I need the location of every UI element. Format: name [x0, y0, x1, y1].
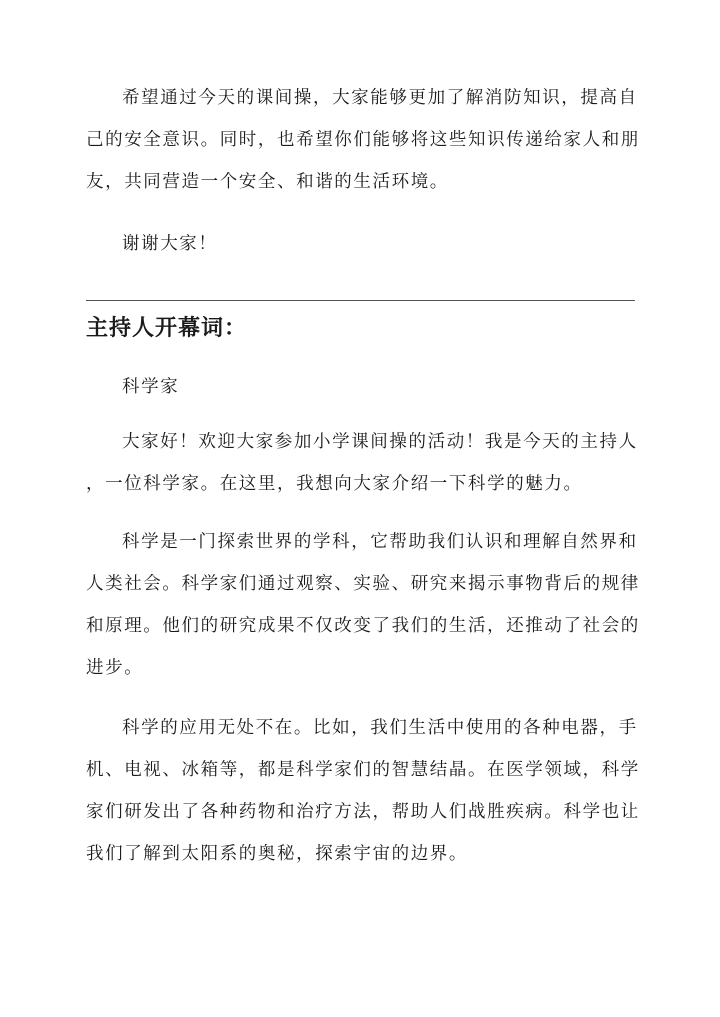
text-line: 我们了解到太阳系的奥秘，探索宇宙的边界。	[86, 844, 468, 864]
section-divider	[86, 300, 635, 301]
text-line: ，一位科学家。在这里，我想向大家介绍一下科学的魅力。	[86, 474, 583, 494]
text-line: 进步。	[86, 658, 144, 678]
welcome-paragraph	[86, 421, 638, 505]
role-text: 科学家	[122, 377, 180, 397]
text-line: 家们研发出了各种药物和治疗方法，帮助人们战胜疾病。科学也让	[86, 802, 640, 822]
science-application-paragraph	[86, 707, 640, 875]
text-line: 己的安全意识。同时，也希望你们能够将这些知识传递给家人和朋	[86, 130, 640, 150]
science-definition-paragraph	[86, 521, 640, 689]
speaker-role	[86, 366, 635, 408]
text-line: 大家好！欢迎大家参加小学课间操的活动！我是今天的主持人	[122, 432, 638, 452]
text-line: 希望通过今天的课间操，大家能够更加了解消防知识，提高自	[122, 88, 638, 108]
thanks-paragraph	[86, 223, 635, 265]
closing-paragraph	[86, 77, 640, 203]
text-line: 友，共同营造一个安全、和谐的生活环境。	[86, 172, 449, 192]
thanks-text: 谢谢大家！	[122, 234, 218, 254]
text-line: 机、电视、冰箱等，都是科学家们的智慧结晶。在医学领域，科学	[86, 760, 640, 780]
section-heading: 主持人开幕词：	[86, 315, 248, 341]
text-line: 和原理。他们的研究成果不仅改变了我们的生活，还推动了社会的	[86, 616, 640, 636]
text-line: 科学的应用无处不在。比如，我们生活中使用的各种电器，手	[122, 718, 638, 738]
text-line: 人类社会。科学家们通过观察、实验、研究来揭示事物背后的规律	[86, 574, 640, 594]
text-line: 科学是一门探索世界的学科，它帮助我们认识和理解自然界和	[122, 532, 638, 552]
